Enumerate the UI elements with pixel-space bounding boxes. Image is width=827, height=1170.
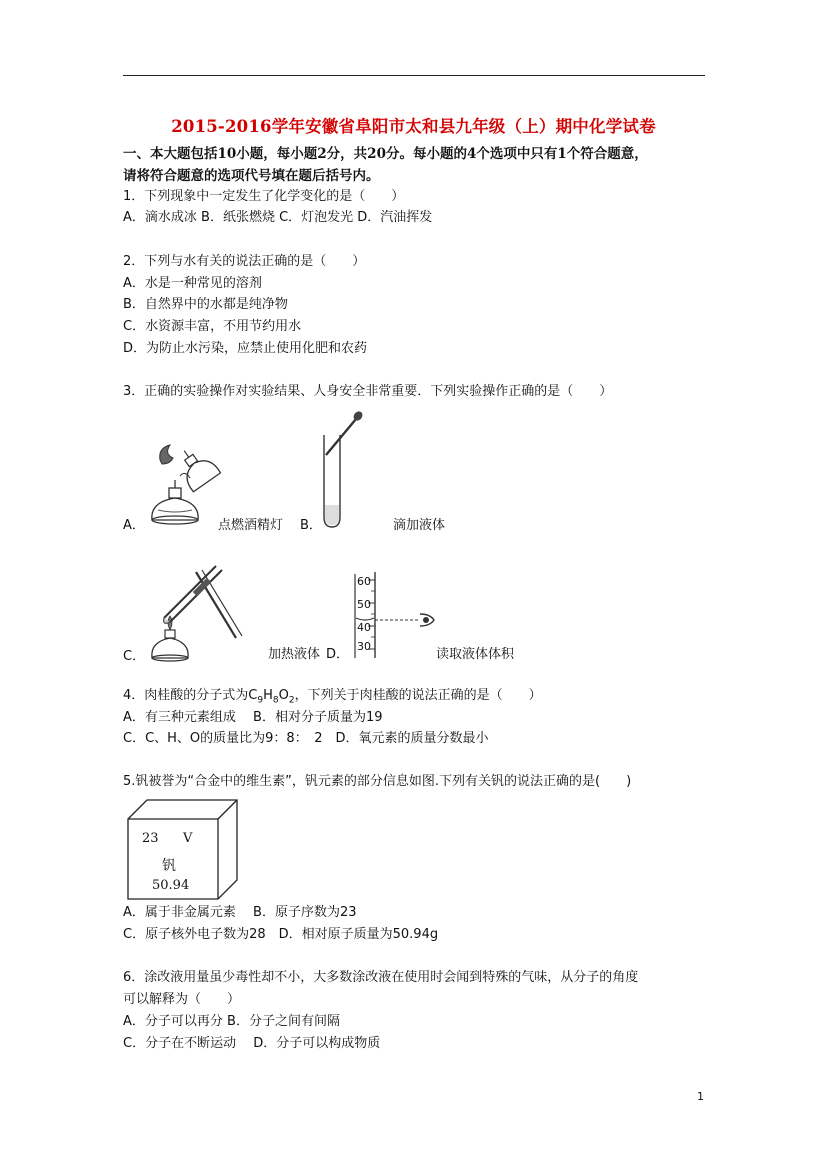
- q4-options-ab: A．有三种元素组成 B．相对分子质量为19: [123, 710, 383, 725]
- q3-option-a-letter: A．: [123, 518, 145, 533]
- q4-stem: [123, 686, 542, 711]
- element-atomic-mass: 50.94: [152, 878, 190, 893]
- q4-sub-2: 2: [288, 695, 295, 706]
- q2-stem: 2．下列与水有关的说法正确的是（ ）: [123, 254, 366, 269]
- q3-option-c-letter: C．: [123, 649, 146, 664]
- element-atomic-number: 23: [142, 831, 159, 846]
- page-number: 1: [697, 1090, 704, 1103]
- q4-stem-pre: 4．肉桂酸的分子式为C: [123, 688, 258, 703]
- q6-options-cd: C．分子在不断运动 D．分子可以构成物质: [123, 1036, 381, 1051]
- figure-dropper-test-tube: [310, 405, 370, 530]
- q4-options-cd: C．C、H、O的质量比为9：8： 2 D．氧元素的质量分数最小: [123, 731, 489, 746]
- q2-option-d: D．为防止水污染，应禁止使用化肥和农药: [123, 341, 368, 356]
- q3-option-d-letter: D．: [326, 647, 350, 662]
- cylinder-tick-60: 60: [357, 575, 371, 588]
- q3-stem: 3．正确的实验操作对实验结果、人身安全非常重要．下列实验操作正确的是（ ）: [123, 384, 613, 399]
- q6-stem-line1: 6．涂改液用量虽少毒性却不小，大多数涂改液在使用时会闻到特殊的气味，从分子的角度: [123, 970, 639, 985]
- q4-o: O: [278, 688, 289, 703]
- q5-options-ab: A．属于非金属元素 B．原子序数为23: [123, 905, 357, 920]
- q4-sub-9: 9: [257, 695, 264, 706]
- section-instructions-line1: 一、本大题包括10小题，每小题2分，共20分。每小题的4个选项中只有1个符合题意，: [123, 146, 648, 162]
- header-rule: [123, 75, 705, 76]
- exam-title: 2015-2016学年安徽省阜阳市太和县九年级（上）期中化学试卷: [171, 117, 656, 136]
- q2-option-a: A．水是一种常见的溶剂: [123, 276, 262, 291]
- q1-stem: 1．下列现象中一定发生了化学变化的是（ ）: [123, 189, 405, 204]
- cylinder-tick-50: 50: [357, 598, 371, 611]
- q6-stem-line2: 可以解释为（ ）: [123, 992, 241, 1007]
- section-instructions-line2: 请将符合题意的选项代号填在题后括号内。: [123, 168, 380, 184]
- q2-option-c: C．水资源丰富，不用节约用水: [123, 319, 302, 334]
- q5-options-cd: C．原子核外电子数为28 D．相对原子质量为50.94g: [123, 927, 439, 942]
- q3-option-c-caption: 加热液体: [268, 647, 321, 662]
- q5-stem: 5.钒被誉为“合金中的维生素”，钒元素的部分信息如图.下列有关钒的说法正确的是( ): [123, 774, 632, 789]
- q6-options-ab: A．分子可以再分 B．分子之间有间隔: [123, 1014, 340, 1029]
- q3-option-a-caption: 点燃酒精灯: [218, 518, 284, 533]
- figure-heating-liquid: [140, 560, 250, 665]
- q3-option-d-caption: 读取液体体积: [436, 647, 515, 662]
- q3-option-b-caption: 滴加液体: [393, 518, 446, 533]
- q2-option-b: B．自然界中的水都是纯净物: [123, 297, 288, 312]
- cylinder-tick-30: 30: [357, 640, 371, 653]
- q1-options: A．滴水成冰 B．纸张燃烧 C．灯泡发光 D．汽油挥发: [123, 210, 433, 225]
- q4-h: H: [263, 688, 273, 703]
- element-symbol: V: [183, 831, 193, 846]
- q4-sub-8: 8: [272, 695, 279, 706]
- q4-stem-post: ，下列关于肉桂酸的说法正确的是（ ）: [294, 688, 542, 703]
- q3-option-b-letter: B．: [300, 518, 322, 533]
- element-name: 钒: [162, 858, 176, 874]
- figure-lighting-lamp: [140, 440, 230, 530]
- cylinder-tick-40: 40: [357, 621, 371, 634]
